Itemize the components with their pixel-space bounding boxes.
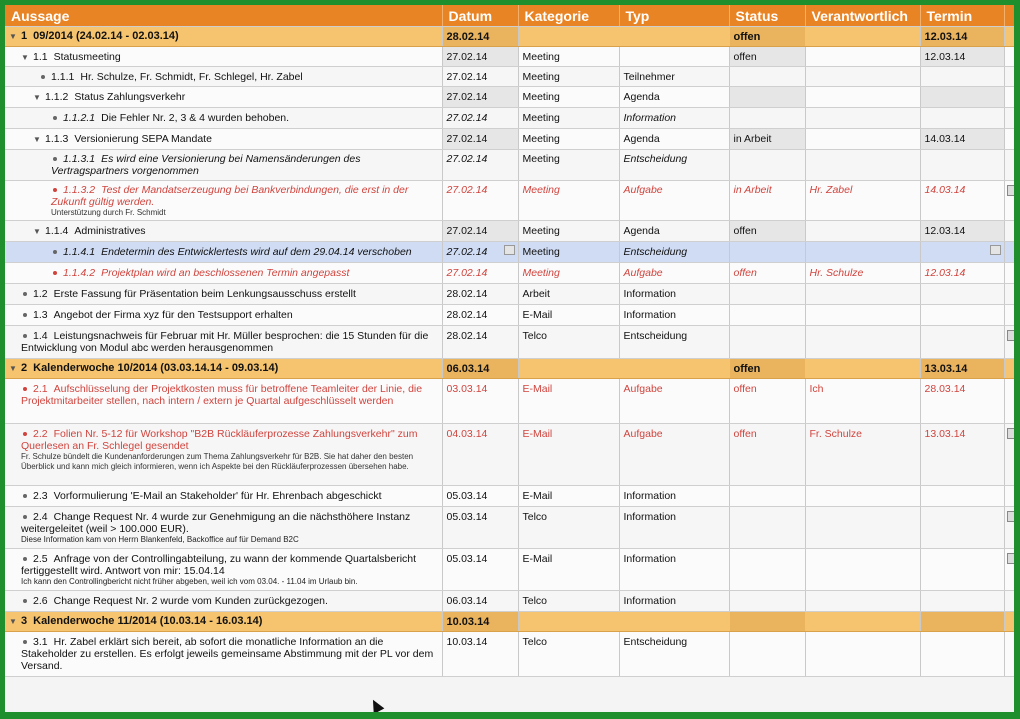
- row-text[interactable]: Erste Fassung für Präsentation beim Lenkungsausschuss erstellt: [53, 288, 356, 300]
- cell-typ[interactable]: Aufgabe: [619, 379, 729, 424]
- bullet-icon: [53, 271, 57, 275]
- row-note: Diese Information kam von Herrn Blankenfeld, Backoffice auf für Demand B2C: [21, 535, 299, 544]
- cell-status[interactable]: offen: [729, 379, 805, 424]
- cell-verantwortlich[interactable]: [805, 108, 920, 129]
- table-row[interactable]: [5, 221, 1014, 242]
- cell-kategorie[interactable]: Meeting: [518, 150, 619, 181]
- cell-datum[interactable]: [442, 242, 518, 263]
- bullet-icon: [23, 313, 27, 317]
- row-note: Unterstützung durch Fr. Schmidt: [51, 208, 166, 217]
- row-text[interactable]: Angebot der Firma xyz für den Testsupport erhalten: [53, 309, 293, 321]
- row-number: 1.1.4: [45, 225, 69, 237]
- bullet-icon: [23, 432, 27, 436]
- bullet-icon: [23, 387, 27, 391]
- cell-status[interactable]: [729, 305, 805, 326]
- cell-datum[interactable]: 05.03.14: [442, 549, 518, 591]
- disclosure-triangle-icon[interactable]: ▼: [33, 227, 41, 236]
- cell-typ[interactable]: Information: [619, 549, 729, 591]
- group-row[interactable]: [5, 359, 1014, 379]
- cell-kategorie[interactable]: Meeting: [518, 47, 619, 67]
- cell-typ[interactable]: Information: [619, 284, 729, 305]
- bullet-icon: [53, 116, 57, 120]
- cell-kategorie[interactable]: E-Mail: [518, 549, 619, 591]
- row-number: 1.2: [33, 288, 48, 300]
- cell-termin[interactable]: 13.03.14: [920, 424, 1004, 486]
- cell-typ[interactable]: Agenda: [619, 129, 729, 150]
- row-number: 1.1.1: [51, 71, 75, 83]
- cell-termin[interactable]: [920, 305, 1004, 326]
- row-number: 1.1.3: [45, 133, 69, 145]
- row-number: 1.1.2.1: [63, 112, 96, 124]
- cell-status[interactable]: offen: [729, 221, 805, 242]
- row-text[interactable]: Folien Nr. 5-12 für Workshop "B2B Rückläuferprozesse Zahlungsverkehr" zum Querlesen an Fr. Schlegel gesendet: [21, 428, 418, 452]
- cell-status[interactable]: [729, 67, 805, 87]
- cell-verantwortlich[interactable]: Fr. Schulze: [805, 424, 920, 486]
- cell-termin[interactable]: 13.03.14: [920, 359, 1004, 379]
- cell-typ[interactable]: Information: [619, 507, 729, 549]
- cell-termin[interactable]: [920, 612, 1004, 632]
- cell-kategorie[interactable]: Meeting: [518, 87, 619, 108]
- cell-verantwortlich[interactable]: [805, 549, 920, 591]
- note-icon[interactable]: [1007, 553, 1015, 564]
- row-note: Ich kann den Controllingbericht nicht früher abgeben, weil ich vom 03.04. - 11.04 im Urlaub bin.: [21, 577, 358, 586]
- cell-kategorie[interactable]: Arbeit: [518, 284, 619, 305]
- cell-kategorie[interactable]: Telco: [518, 591, 619, 612]
- cell-typ[interactable]: [619, 47, 729, 67]
- cell-kategorie[interactable]: [518, 612, 619, 632]
- cell-verantwortlich[interactable]: [805, 150, 920, 181]
- bullet-icon: [41, 75, 45, 79]
- table-row-selected[interactable]: [5, 242, 1014, 263]
- cell-termin[interactable]: 12.03.14: [920, 27, 1004, 47]
- cell-termin[interactable]: 12.03.14: [920, 263, 1004, 284]
- note-icon[interactable]: [1007, 330, 1015, 341]
- header-row: [5, 5, 1014, 27]
- date-value: 27.02.14: [446, 246, 488, 258]
- row-text[interactable]: Leistungsnachweis für Februar mit Hr. Müller besprochen: die 15 Stunden für die Entwicklung von Modul abc werden herausgenommen: [21, 330, 429, 354]
- table-row[interactable]: [5, 424, 1014, 486]
- cell-typ[interactable]: Agenda: [619, 87, 729, 108]
- group-row[interactable]: [5, 27, 1014, 47]
- cell-datum[interactable]: 27.02.14: [442, 221, 518, 242]
- cell-datum[interactable]: 28.02.14: [442, 326, 518, 359]
- bullet-icon: [23, 599, 27, 603]
- cell-kategorie[interactable]: Meeting: [518, 221, 619, 242]
- cell-verantwortlich[interactable]: [805, 326, 920, 359]
- cell-verantwortlich[interactable]: [805, 87, 920, 108]
- row-text[interactable]: Endetermin des Entwicklertests wird auf dem 29.04.14 verschoben: [101, 246, 412, 258]
- disclosure-triangle-icon[interactable]: ▼: [33, 135, 41, 144]
- cell-status[interactable]: [729, 591, 805, 612]
- row-number: 2.6: [33, 595, 48, 607]
- column-header-extra: [1004, 5, 1014, 27]
- cell-status[interactable]: [729, 486, 805, 507]
- row-number: 2.4: [33, 511, 48, 523]
- cell-termin[interactable]: [920, 632, 1004, 677]
- cell-kategorie[interactable]: E-Mail: [518, 424, 619, 486]
- bullet-icon: [53, 188, 57, 192]
- table-row[interactable]: [5, 284, 1014, 305]
- cell-status[interactable]: [729, 150, 805, 181]
- table-row[interactable]: [5, 47, 1014, 67]
- table-row[interactable]: [5, 67, 1014, 87]
- row-text[interactable]: Es wird eine Versionierung bei Namensänderungen des Vertragspartners vorgenommen: [51, 153, 361, 177]
- cell-verantwortlich[interactable]: [805, 305, 920, 326]
- note-icon[interactable]: [1007, 185, 1015, 196]
- cell-kategorie[interactable]: [518, 359, 619, 379]
- cell-verantwortlich[interactable]: Hr. Schulze: [805, 263, 920, 284]
- column-header-termin[interactable]: Termin: [920, 5, 1004, 27]
- cell-termin[interactable]: [920, 67, 1004, 87]
- outline-table: [5, 5, 1014, 677]
- cell-typ[interactable]: Information: [619, 591, 729, 612]
- cell-verantwortlich[interactable]: [805, 612, 920, 632]
- calendar-icon[interactable]: [504, 245, 515, 255]
- cell-verantwortlich[interactable]: [805, 47, 920, 67]
- cell-status[interactable]: [729, 612, 805, 632]
- bullet-icon: [23, 334, 27, 338]
- outline-document: [5, 5, 1014, 712]
- cell-verantwortlich[interactable]: [805, 242, 920, 263]
- cell-datum[interactable]: 27.02.14: [442, 67, 518, 87]
- cell-datum[interactable]: 04.03.14: [442, 424, 518, 486]
- cell-typ[interactable]: [619, 359, 729, 379]
- cell-typ[interactable]: Entscheidung: [619, 150, 729, 181]
- cell-termin[interactable]: 12.03.14: [920, 221, 1004, 242]
- cell-kategorie[interactable]: Telco: [518, 507, 619, 549]
- cell-typ[interactable]: Aufgabe: [619, 263, 729, 284]
- cell-termin[interactable]: 14.03.14: [920, 181, 1004, 221]
- cell-datum[interactable]: 06.03.14: [442, 359, 518, 379]
- cell-typ[interactable]: Information: [619, 108, 729, 129]
- cell-verantwortlich[interactable]: [805, 507, 920, 549]
- table-row[interactable]: [5, 486, 1014, 507]
- disclosure-triangle-icon[interactable]: ▼: [21, 53, 29, 62]
- cell-termin[interactable]: [920, 87, 1004, 108]
- row-text[interactable]: Status Zahlungsverkehr: [74, 91, 186, 103]
- cell-typ[interactable]: Information: [619, 305, 729, 326]
- table-row[interactable]: [5, 591, 1014, 612]
- note-icon[interactable]: [1007, 511, 1015, 522]
- bullet-icon: [23, 640, 27, 644]
- cell-datum[interactable]: 27.02.14: [442, 87, 518, 108]
- disclosure-triangle-icon[interactable]: ▼: [33, 93, 41, 102]
- row-number: 1.1.2: [45, 91, 69, 103]
- table-row[interactable]: [5, 305, 1014, 326]
- table-row[interactable]: [5, 326, 1014, 359]
- row-number: 2.3: [33, 490, 48, 502]
- cell-verantwortlich[interactable]: Hr. Zabel: [805, 181, 920, 221]
- row-text[interactable]: Change Request Nr. 4 wurde zur Genehmigung an die nächsthöhere Instanz weitergeleitet (weil > 100.000 EUR).: [21, 511, 411, 535]
- note-icon[interactable]: [1007, 428, 1015, 439]
- cell-status[interactable]: [729, 108, 805, 129]
- table-row[interactable]: [5, 632, 1014, 677]
- cell-datum[interactable]: 10.03.14: [442, 612, 518, 632]
- cell-typ[interactable]: Entscheidung: [619, 242, 729, 263]
- table-row[interactable]: [5, 150, 1014, 181]
- cell-kategorie[interactable]: Meeting: [518, 263, 619, 284]
- row-note: Fr. Schulze bündelt die Kundenanforderungen zum Thema Zahlungsverkehr für B2B. Sie hat daher den besten Überblick und kann mich gleich informieren, wenn ich Aspekte bei den Rückläuferprozessen übersehen habe.: [21, 452, 414, 471]
- bullet-icon: [23, 494, 27, 498]
- row-text[interactable]: Kalenderwoche 10/2014 (03.03.14.14 - 09.03.14): [33, 362, 279, 374]
- cell-datum[interactable]: 27.02.14: [442, 263, 518, 284]
- cell-typ[interactable]: Entscheidung: [619, 632, 729, 677]
- cell-verantwortlich[interactable]: [805, 359, 920, 379]
- table-row[interactable]: [5, 549, 1014, 591]
- row-number: 1: [21, 30, 28, 42]
- cell-termin[interactable]: [920, 326, 1004, 359]
- cell-kategorie[interactable]: E-Mail: [518, 379, 619, 424]
- column-header-kategorie[interactable]: Kategorie: [518, 5, 619, 27]
- row-number: 2.2: [33, 428, 48, 440]
- cell-typ[interactable]: [619, 612, 729, 632]
- cell-termin[interactable]: [920, 591, 1004, 612]
- row-number: 1.4: [33, 330, 48, 342]
- cell-kategorie[interactable]: Meeting: [518, 67, 619, 87]
- row-text[interactable]: Statusmeeting: [53, 51, 121, 63]
- cell-kategorie[interactable]: Telco: [518, 632, 619, 677]
- column-header-typ[interactable]: Typ: [619, 5, 729, 27]
- column-header-status[interactable]: Status: [729, 5, 805, 27]
- cell-status[interactable]: [729, 242, 805, 263]
- cell-typ[interactable]: Agenda: [619, 221, 729, 242]
- cell-status[interactable]: offen: [729, 47, 805, 67]
- calendar-icon[interactable]: [990, 245, 1001, 255]
- cell-verantwortlich[interactable]: [805, 129, 920, 150]
- bullet-icon: [53, 157, 57, 161]
- row-text[interactable]: Die Fehler Nr. 2, 3 & 4 wurden behoben.: [101, 112, 290, 124]
- cell-typ[interactable]: Aufgabe: [619, 181, 729, 221]
- disclosure-triangle-icon[interactable]: ▼: [9, 32, 17, 41]
- cell-status[interactable]: in Arbeit: [729, 181, 805, 221]
- cell-verantwortlich[interactable]: [805, 591, 920, 612]
- cell-status[interactable]: in Arbeit: [729, 129, 805, 150]
- cell-kategorie[interactable]: E-Mail: [518, 486, 619, 507]
- row-number: 2: [21, 362, 28, 374]
- row-text[interactable]: Administratives: [74, 225, 146, 237]
- row-text[interactable]: Kalenderwoche 11/2014 (10.03.14 - 16.03.14): [33, 615, 263, 627]
- column-header-verantwortlich[interactable]: Verantwortlich: [805, 5, 920, 27]
- cell-kategorie[interactable]: [518, 27, 619, 47]
- cell-verantwortlich[interactable]: [805, 486, 920, 507]
- cell-datum[interactable]: 05.03.14: [442, 507, 518, 549]
- cell-kategorie[interactable]: E-Mail: [518, 305, 619, 326]
- cell-termin[interactable]: [920, 549, 1004, 591]
- row-number: 2.1: [33, 383, 48, 395]
- cell-status[interactable]: [729, 326, 805, 359]
- cell-typ[interactable]: Information: [619, 486, 729, 507]
- cell-datum[interactable]: 06.03.14: [442, 591, 518, 612]
- cell-datum[interactable]: 27.02.14: [442, 150, 518, 181]
- row-number: 1.3: [33, 309, 48, 321]
- cell-status[interactable]: offen: [729, 263, 805, 284]
- row-number: 3.1: [33, 636, 48, 648]
- cell-termin[interactable]: [920, 486, 1004, 507]
- column-header-aussage[interactable]: Aussage: [5, 5, 442, 27]
- cell-typ[interactable]: Aufgabe: [619, 424, 729, 486]
- row-text[interactable]: Versionierung SEPA Mandate: [74, 133, 212, 145]
- row-text[interactable]: Anfrage von der Controllingabteilung, zu wann der kommende Quartalsbericht fertiggestellt wird. Antwort von mir: 15.04.14: [21, 553, 417, 577]
- table-row[interactable]: [5, 181, 1014, 221]
- cell-termin[interactable]: 28.03.14: [920, 379, 1004, 424]
- cell-termin[interactable]: 14.03.14: [920, 129, 1004, 150]
- cell-termin[interactable]: [920, 242, 1004, 263]
- row-number: 1.1.4.1: [63, 246, 96, 258]
- row-number: 1.1.4.2: [63, 267, 96, 279]
- cell-kategorie[interactable]: Meeting: [518, 242, 619, 263]
- table-row[interactable]: [5, 379, 1014, 424]
- row-text[interactable]: Vorformulierung 'E-Mail an Stakeholder' für Hr. Ehrenbach abgeschickt: [53, 490, 382, 502]
- bullet-icon: [53, 250, 57, 254]
- disclosure-triangle-icon[interactable]: ▼: [9, 364, 17, 373]
- cell-status[interactable]: [729, 87, 805, 108]
- cell-typ[interactable]: Entscheidung: [619, 326, 729, 359]
- table-row[interactable]: [5, 87, 1014, 108]
- cell-verantwortlich[interactable]: [805, 284, 920, 305]
- cell-datum[interactable]: 28.02.14: [442, 305, 518, 326]
- cell-datum[interactable]: 27.02.14: [442, 108, 518, 129]
- table-row[interactable]: [5, 263, 1014, 284]
- row-number: 1.1: [33, 51, 48, 63]
- cell-termin[interactable]: [920, 284, 1004, 305]
- bullet-icon: [23, 292, 27, 296]
- cell-kategorie[interactable]: Telco: [518, 326, 619, 359]
- cell-status[interactable]: [729, 632, 805, 677]
- cell-status[interactable]: offen: [729, 27, 805, 47]
- cell-status[interactable]: [729, 507, 805, 549]
- cell-verantwortlich[interactable]: Ich: [805, 379, 920, 424]
- bullet-icon: [23, 557, 27, 561]
- group-row[interactable]: [5, 612, 1014, 632]
- cell-datum[interactable]: 10.03.14: [442, 632, 518, 677]
- table-row[interactable]: [5, 507, 1014, 549]
- cell-verantwortlich[interactable]: [805, 632, 920, 677]
- cell-datum[interactable]: 27.02.14: [442, 47, 518, 67]
- cell-termin[interactable]: 12.03.14: [920, 47, 1004, 67]
- row-number: 2.5: [33, 553, 48, 565]
- cell-kategorie[interactable]: Meeting: [518, 181, 619, 221]
- row-text[interactable]: Hr. Schulze, Fr. Schmidt, Fr. Schlegel, Hr. Zabel: [80, 71, 303, 83]
- row-text[interactable]: 09/2014 (24.02.14 - 02.03.14): [33, 30, 179, 42]
- disclosure-triangle-icon[interactable]: ▼: [9, 617, 17, 626]
- cell-datum[interactable]: 28.02.14: [442, 284, 518, 305]
- cell-kategorie[interactable]: Meeting: [518, 129, 619, 150]
- column-header-datum[interactable]: Datum: [442, 5, 518, 27]
- cell-status[interactable]: [729, 549, 805, 591]
- cell-termin[interactable]: [920, 150, 1004, 181]
- row-number: 3: [21, 615, 28, 627]
- cell-termin[interactable]: [920, 108, 1004, 129]
- cell-status[interactable]: [729, 284, 805, 305]
- row-text[interactable]: Test der Mandatserzeugung bei Bankverbindungen, die erst in der Zukunft gültig werden.: [51, 184, 409, 208]
- mouse-cursor-icon: [368, 697, 385, 712]
- cell-typ[interactable]: Teilnehmer: [619, 67, 729, 87]
- row-text[interactable]: Hr. Zabel erklärt sich bereit, ab sofort die monatliche Information an die Stakeholder zu erstellen. Es erfolgt jeweils gemeinsame Abstimmung mit der PL vor dem Versand.: [21, 636, 434, 672]
- table-row[interactable]: [5, 108, 1014, 129]
- row-text[interactable]: Projektplan wird an beschlossenen Termin angepasst: [101, 267, 350, 279]
- cell-datum[interactable]: 27.02.14: [442, 181, 518, 221]
- row-text[interactable]: Aufschlüsselung der Projektkosten muss für betroffene Teamleiter der Linie, die Projektmitarbeiter stellen, nach intern / extern je Quartal aufgeschlüsselt werden: [21, 383, 423, 407]
- bullet-icon: [23, 515, 27, 519]
- row-text[interactable]: Change Request Nr. 2 wurde vom Kunden zurückgezogen.: [53, 595, 328, 607]
- cell-datum[interactable]: 03.03.14: [442, 379, 518, 424]
- cell-typ[interactable]: [619, 27, 729, 47]
- cell-verantwortlich[interactable]: [805, 221, 920, 242]
- row-number: 1.1.3.1: [63, 153, 96, 165]
- cell-datum[interactable]: 05.03.14: [442, 486, 518, 507]
- cell-datum[interactable]: 28.02.14: [442, 27, 518, 47]
- cell-verantwortlich[interactable]: [805, 27, 920, 47]
- cell-verantwortlich[interactable]: [805, 67, 920, 87]
- cell-datum[interactable]: 27.02.14: [442, 129, 518, 150]
- cell-termin[interactable]: [920, 507, 1004, 549]
- table-row[interactable]: [5, 129, 1014, 150]
- cell-kategorie[interactable]: Meeting: [518, 108, 619, 129]
- row-number: 1.1.3.2: [63, 184, 96, 196]
- cell-status[interactable]: offen: [729, 424, 805, 486]
- cell-status[interactable]: offen: [729, 359, 805, 379]
